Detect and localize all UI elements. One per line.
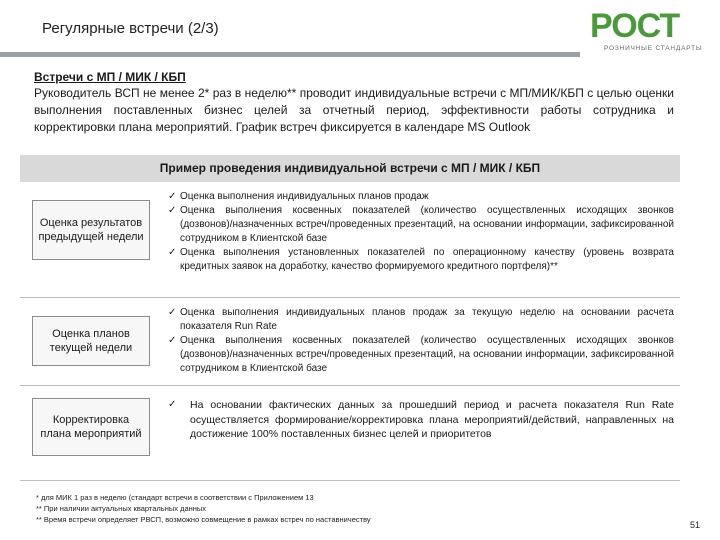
check-icon: ✓ <box>168 247 177 258</box>
logo-text: РОСТ <box>590 7 680 45</box>
check-icon: ✓ <box>168 399 177 410</box>
example-title: Пример проведения индивидуальной встречи с МП / МИК / КБП <box>159 161 541 175</box>
title-underline <box>0 52 580 57</box>
section-heading: Встречи с МП / МИК / КБП <box>34 70 186 84</box>
row-label-2: Оценка планов текущей недели <box>32 316 150 366</box>
list-item: ✓ Оценка выполнения индивидуальных планов продаж <box>168 191 429 202</box>
footnote: ** При наличии актуальных квартальных данных <box>36 504 207 513</box>
logo-subtitle: РОЗНИЧНЫЕ СТАНДАРТЫ <box>604 45 703 52</box>
example-header <box>20 155 680 182</box>
logo <box>590 8 710 56</box>
footnote: * для МИК 1 раз в неделю (стандарт встречи в соответствии с Приложением 13 <box>36 493 314 502</box>
row-divider <box>20 297 680 298</box>
row-items-3 <box>168 398 674 442</box>
list-item: ✓ Оценка выполнения косвенных показателей (количество осуществленных исходящих звонков (дозвонов)/назначенных встреч/проведенных презентаций, на основании информации, зафиксированной сотрудником в Клиентской базе <box>168 335 674 374</box>
page-number: 51 <box>690 520 701 530</box>
intro-text: Руководитель ВСП не менее 2* раз в неделю** проводит индивидуальные встречи с МП/МИК/КБП с целью оценки выполнения поставленных бизнес целей за отчетный период, эффективности работы сотрудника и корректировки плана мероприятий. График встреч фиксируется в календаре MS Outlook <box>34 86 674 134</box>
row-divider <box>20 385 680 386</box>
row-label-1: Оценка результатов предыдущей недели <box>32 200 150 260</box>
footnotes <box>36 492 371 525</box>
footnote: ** Время встречи определяет РВСП, возможно совмещение в рамках встреч по наставничеству <box>36 515 371 524</box>
row-label-3: Корректировка плана мероприятий <box>32 398 150 456</box>
row-items-1 <box>168 190 674 274</box>
list-item: ✓ Оценка выполнения косвенных показателей (количество осуществленных исходящих звонков (дозвонов)/назначенных встреч/проведенных презентаций, на основании информации, зафиксированной сотрудником в Клиентской базе <box>168 205 674 244</box>
check-icon: ✓ <box>168 205 177 216</box>
row-divider <box>20 480 680 481</box>
list-item: ✓ На основании фактических данных за прошедший период и расчета показателя Run Rate осуществляется формирование/корректировка плана мероприятий/действий, направленных на достижение 100% поставленных бизнес целей и приоритетов <box>168 399 674 440</box>
check-icon: ✓ <box>168 335 177 346</box>
list-item: ✓ Оценка выполнения индивидуальных планов продаж за текущую неделю на основании расчета показателя Run Rate <box>168 307 674 332</box>
list-item: ✓ Оценка выполнения установленных показателей по операционному качеству (уровень возврата кредитных заявок на доработку, качество формируемого кредитного портфеля)** <box>168 247 674 272</box>
row-items-2 <box>168 306 674 376</box>
check-icon: ✓ <box>168 307 177 318</box>
check-icon: ✓ <box>168 191 177 202</box>
slide-title: Регулярные встречи (2/3) <box>42 20 219 37</box>
